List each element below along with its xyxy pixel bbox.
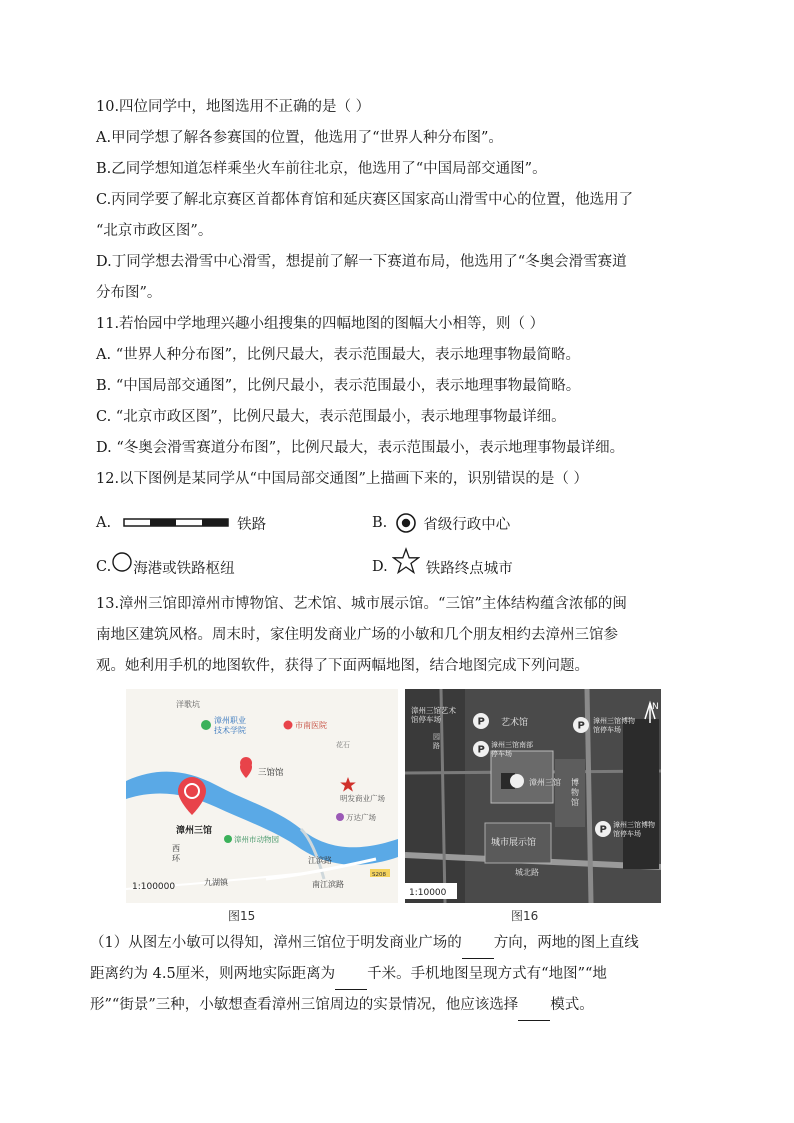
q12-option-d-label: 铁路终点城市 xyxy=(425,560,513,577)
q13-line-1: 13.漳州三馆即漳州市博物馆、艺术馆、城市展示馆。“三馆”主体结构蕴含浓郁的闽 xyxy=(96,596,627,612)
q11-stem: 11.若怡园中学地理兴趣小组搜集的四幅地图的图幅大小相等，则（ ） xyxy=(96,316,545,332)
q13-sub1-line1 xyxy=(90,928,710,959)
answer-blank-distance[interactable] xyxy=(335,971,367,990)
q12-option-c-letter: C. xyxy=(96,559,112,575)
q11-option-b: B. “中国局部交通图”，比例尺最小，表示范围最小，表示地理事物最简略。 xyxy=(96,378,581,394)
q12-option-b-letter: B. xyxy=(372,515,388,531)
map-16 xyxy=(405,689,661,903)
q12-option-d-letter: D. xyxy=(372,559,388,575)
q12-stem: 12.以下图例是某同学从“中国局部交通图”上描画下来的，识别错误的是（ ） xyxy=(96,471,588,487)
map15-sanguan-main-label: 漳州三馆 xyxy=(176,826,213,836)
map16-museum-label: 博物馆 xyxy=(571,778,579,807)
q13-sub1-text-1b: 方向，两地的图上直线 xyxy=(493,935,639,951)
map16-center-label: 漳州三馆 xyxy=(529,778,561,787)
q12-option-b xyxy=(372,501,510,545)
q12-option-d xyxy=(372,545,513,589)
q12-legend-row-1 xyxy=(96,501,696,545)
q11-option-c: C. “北京市政区图”，比例尺最大，表示范围最小，表示地理事物最详细。 xyxy=(96,409,566,425)
map15-xihuan-label: 西环 xyxy=(172,844,180,863)
port-hub-symbol-icon xyxy=(111,551,133,573)
figure-15-caption: 图15 xyxy=(228,909,256,923)
q12-option-a-letter: A. xyxy=(96,515,112,531)
map15-wanda-label: 万达广场 xyxy=(346,813,376,822)
center-marker-icon xyxy=(510,774,524,788)
map15-zoo-label: 漳州市动物园 xyxy=(234,835,279,844)
map15-sanguan-small-label: 三馆馆 xyxy=(258,768,284,778)
svg-text:P: P xyxy=(477,744,485,756)
q12-option-a-label: 铁路 xyxy=(237,516,267,533)
map16-city-label: 城市展示馆 xyxy=(491,838,537,848)
question-content xyxy=(96,92,696,682)
wanda-marker-icon xyxy=(336,813,344,821)
zoo-marker-icon xyxy=(224,835,232,843)
svg-text:P: P xyxy=(577,720,585,732)
svg-text:P: P xyxy=(599,824,607,836)
map16-road2-label: 园路 xyxy=(433,733,440,750)
maps-figure xyxy=(0,689,794,929)
q13-sub1-text-2b: 千米。手机地图呈现方式有“地图”“地 xyxy=(367,966,607,982)
map16-park2-label: 漳州三馆南部停车场 xyxy=(491,741,533,758)
figure-16-caption: 图16 xyxy=(511,909,539,923)
q12-option-c-label: 海港或铁路枢纽 xyxy=(133,560,235,577)
q13-line-3: 观。她利用手机的地图软件，获得了下面两幅地图，结合地图完成下列问题。 xyxy=(96,658,589,674)
map16-park1-label: 漳州三馆艺术馆停车场 xyxy=(411,706,456,724)
q13-sub1-line3 xyxy=(90,990,710,1021)
hospital-marker-icon xyxy=(284,721,293,730)
map15-jiangbin-label: 江滨路 xyxy=(308,856,332,865)
provincial-capital-symbol-icon xyxy=(395,512,417,534)
map16-art-label: 艺术馆 xyxy=(501,718,529,728)
q13-sub1-text-3a: 形”“街景”三种，小敏想查看漳州三馆周边的实景情况，他应该选择 xyxy=(90,997,519,1013)
q13-line-2: 南地区建筑风格。周末时，家住明发商业广场的小敏和几个朋友相约去漳州三馆参 xyxy=(96,627,618,643)
q12-option-b-label: 省级行政中心 xyxy=(423,516,511,533)
map15-road-code: S208 xyxy=(372,872,386,878)
q12-legend-row-2 xyxy=(96,545,696,589)
map15-jiuhu-label: 九湖镇 xyxy=(204,878,228,887)
star-symbol-icon xyxy=(392,547,420,575)
college-marker-icon xyxy=(201,720,211,730)
map16-park3-label: 漳州三馆博物馆停车场 xyxy=(593,717,635,734)
map16-scale: 1:10000 xyxy=(409,888,447,898)
answer-blank-direction[interactable] xyxy=(462,940,494,959)
map-15 xyxy=(126,689,398,903)
map16-road-label: 城北路 xyxy=(515,868,539,877)
q12-option-c xyxy=(96,545,235,589)
q10-option-b: B.乙同学想知道怎样乘坐火车前往北京，他选用了“中国局部交通图”。 xyxy=(96,161,547,177)
map15-misc-label: 花石 xyxy=(336,741,350,749)
q13-sub1-text-3b: 模式。 xyxy=(550,997,594,1013)
svg-text:P: P xyxy=(477,716,485,728)
map16-north: N xyxy=(652,702,659,712)
q11-option-a: A. “世界人种分布图”，比例尺最大，表示范围最大，表示地理事物最简略。 xyxy=(96,347,581,363)
q10-stem: 10.四位同学中，地图选用不正确的是（ ） xyxy=(96,99,371,115)
q10-option-c: C.丙同学要了解北京赛区首都体育馆和延庆赛区国家高山滑雪中心的位置，他选用了 xyxy=(96,192,634,208)
map15-scale: 1:100000 xyxy=(132,882,176,892)
answer-blank-mode[interactable] xyxy=(518,1002,550,1021)
q10-option-d-cont: 分布图”。 xyxy=(96,285,162,301)
railway-symbol-icon xyxy=(123,517,231,529)
q10-option-d: D.丁同学想去滑雪中心滑雪，想提前了解一下赛道布局，他选用了“冬奥会滑雪赛道 xyxy=(96,254,627,270)
q12-option-a xyxy=(96,501,266,545)
q11-option-d: D. “冬奥会滑雪赛道分布图”，比例尺最大，表示范围最小，表示地理事物最详细。 xyxy=(96,440,625,456)
map15-nanjiangbin-label: 南江滨路 xyxy=(312,880,344,889)
q13-sub1-text-1a: （1）从图左小敏可以得知，漳州三馆位于明发商业广场的 xyxy=(90,935,462,951)
map15-mingfa-label: 明发商业广场 xyxy=(340,794,385,803)
q10-option-c-cont: “北京市政区图”。 xyxy=(96,223,213,239)
q13-sub1-text-2a: 距离约为 4.5厘米，则两地实际距离为 xyxy=(90,966,336,982)
q13-sub-question xyxy=(90,928,710,1021)
map15-hospital-label: 市南医院 xyxy=(295,721,327,730)
map15-top-label: 洋歌坑 xyxy=(176,700,200,709)
map15-college-label: 漳州职业技术学院 xyxy=(214,716,246,735)
map16-park4-label: 漳州三馆博物馆停车场 xyxy=(613,821,655,838)
q13-sub1-line2 xyxy=(90,959,710,990)
q10-option-a: A.甲同学想了解各参赛国的位置，他选用了“世界人种分布图”。 xyxy=(96,130,503,146)
